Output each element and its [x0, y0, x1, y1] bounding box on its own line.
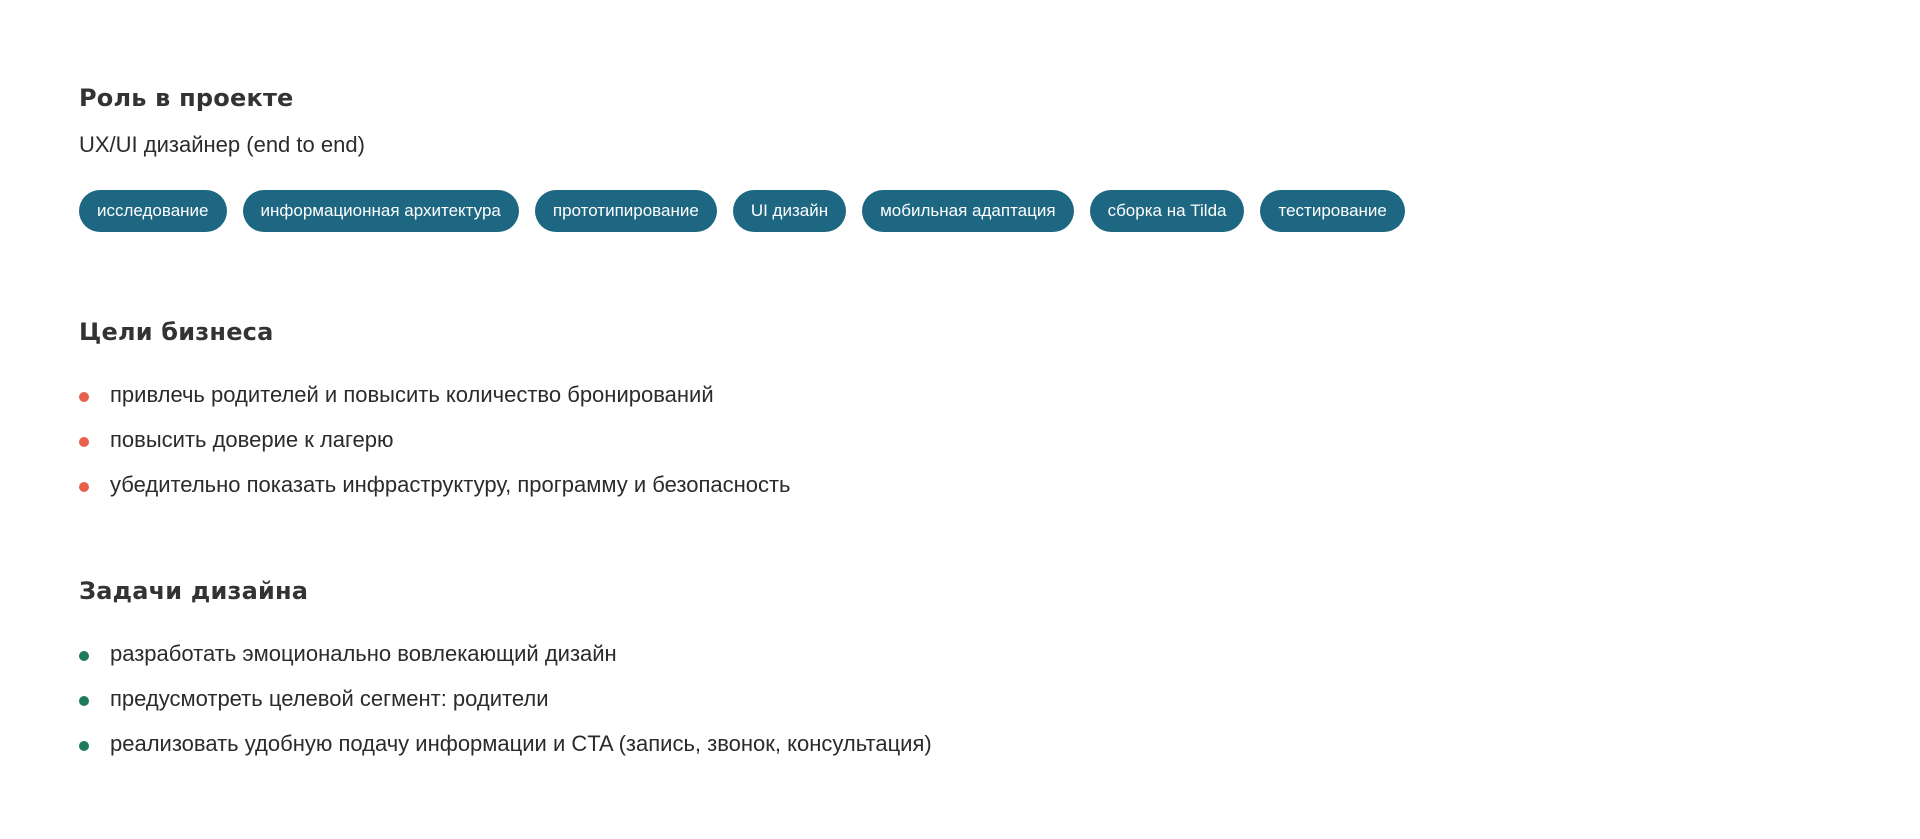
list-item — [79, 372, 791, 417]
tag-information-architecture[interactable]: информационная архитектура — [243, 190, 519, 232]
business-goals-section — [79, 318, 791, 507]
list-item-text: привлечь родителей и повысить количество бронирований — [110, 381, 714, 407]
role-heading: Роль в проекте — [79, 84, 294, 112]
business-goals-heading: Цели бизнеса — [79, 318, 274, 346]
tag-mobile-adaptation[interactable]: мобильная адаптация — [862, 190, 1073, 232]
business-goals-list — [79, 372, 791, 507]
bullet-dot-icon — [79, 651, 89, 661]
list-item-text: реализовать удобную подачу информации и CTA (запись, звонок, консультация) — [110, 730, 932, 756]
skill-tags — [79, 190, 1405, 232]
design-tasks-heading: Задачи дизайна — [79, 577, 309, 605]
bullet-dot-icon — [79, 741, 89, 751]
tag-ui-design[interactable]: UI дизайн — [733, 190, 846, 232]
list-item — [79, 417, 791, 462]
list-item-text: предусмотреть целевой сегмент: родители — [110, 685, 549, 711]
tag-tilda-build[interactable]: сборка на Tilda — [1090, 190, 1245, 232]
list-item-text: разработать эмоционально вовлекающий дизайн — [110, 640, 617, 666]
bullet-dot-icon — [79, 437, 89, 447]
bullet-dot-icon — [79, 696, 89, 706]
bullet-dot-icon — [79, 392, 89, 402]
design-tasks-section — [79, 577, 932, 766]
design-tasks-list — [79, 631, 932, 766]
role-section — [79, 84, 1405, 232]
list-item — [79, 676, 932, 721]
tag-prototyping[interactable]: прототипирование — [535, 190, 717, 232]
list-item — [79, 721, 932, 766]
list-item-text: повысить доверие к лагерю — [110, 426, 394, 452]
list-item-text: убедительно показать инфраструктуру, программу и безопасность — [110, 471, 791, 497]
list-item — [79, 462, 791, 507]
bullet-dot-icon — [79, 482, 89, 492]
role-description: UX/UI дизайнер (end to end) — [79, 132, 365, 157]
list-item — [79, 631, 932, 676]
tag-research[interactable]: исследование — [79, 190, 227, 232]
tag-testing[interactable]: тестирование — [1260, 190, 1404, 232]
